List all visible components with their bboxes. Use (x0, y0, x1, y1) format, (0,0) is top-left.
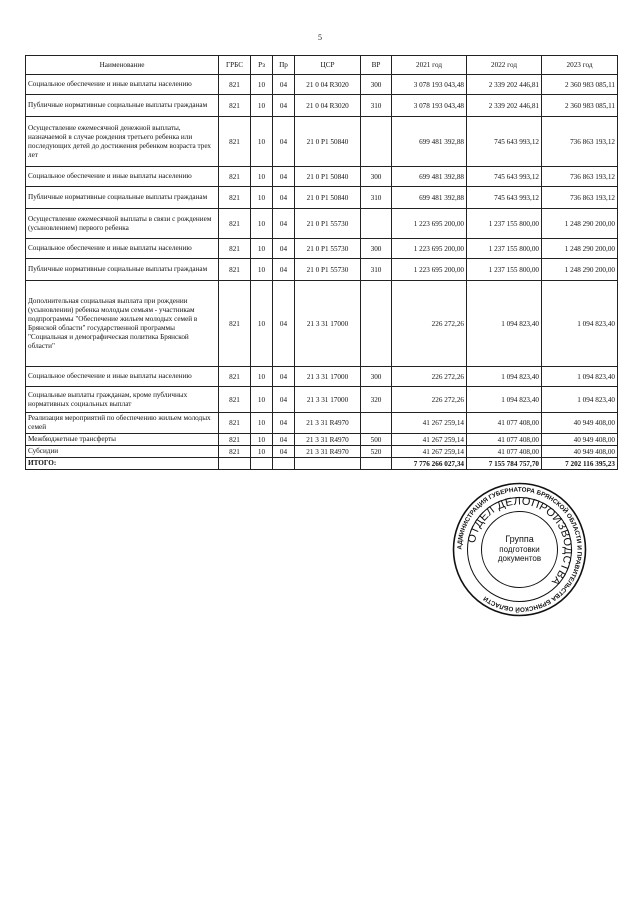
cell-pr: 04 (273, 367, 295, 387)
cell-vr: 310 (361, 259, 392, 281)
cell-2021: 226 272,26 (392, 387, 467, 413)
cell-vr: 310 (361, 187, 392, 209)
cell-2021: 41 267 259,14 (392, 434, 467, 446)
total-empty-cell (251, 458, 273, 470)
cell-csr: 21 0 04 R3020 (295, 75, 361, 95)
cell-2022: 745 643 993,12 (467, 117, 542, 167)
cell-pr: 04 (273, 95, 295, 117)
cell-vr: 300 (361, 367, 392, 387)
header-pr: Пр (273, 56, 295, 75)
cell-rz: 10 (251, 387, 273, 413)
cell-2023: 40 949 408,00 (542, 434, 618, 446)
cell-2023: 1 248 290 200,00 (542, 209, 618, 239)
cell-pr: 04 (273, 434, 295, 446)
cell-csr: 21 0 04 R3020 (295, 95, 361, 117)
cell-vr (361, 209, 392, 239)
cell-2021: 699 481 392,88 (392, 187, 467, 209)
cell-csr: 21 3 31 R4970 (295, 413, 361, 434)
cell-pr: 04 (273, 167, 295, 187)
table-row (26, 187, 618, 209)
cell-pr: 04 (273, 209, 295, 239)
table-row (26, 413, 618, 434)
cell-name: Социальное обеспечение и иные выплаты населению (26, 239, 219, 259)
cell-grbs: 821 (219, 434, 251, 446)
cell-vr: 300 (361, 167, 392, 187)
cell-grbs: 821 (219, 367, 251, 387)
total-y2023: 7 202 116 395,23 (542, 458, 618, 470)
cell-pr: 04 (273, 187, 295, 209)
cell-grbs: 821 (219, 75, 251, 95)
cell-2021: 41 267 259,14 (392, 446, 467, 458)
stamp-outer-text: АДМИНИСТРАЦИЯ ГУБЕРНАТОРА БРЯНСКОЙ ОБЛАСТИ И ПРАВИТЕЛЬСТВА БРЯНСКОЙ ОБЛАСТИ (456, 486, 583, 613)
cell-2023: 736 863 193,12 (542, 187, 618, 209)
cell-vr (361, 413, 392, 434)
cell-2022: 1 237 155 800,00 (467, 239, 542, 259)
header-csr: ЦСР (295, 56, 361, 75)
cell-2023: 1 094 823,40 (542, 367, 618, 387)
header-2021: 2021 год (392, 56, 467, 75)
cell-2023: 2 360 983 085,11 (542, 95, 618, 117)
cell-grbs: 821 (219, 167, 251, 187)
cell-name: Реализация мероприятий по обеспечению жильем молодых семей (26, 413, 219, 434)
cell-2021: 226 272,26 (392, 367, 467, 387)
cell-rz: 10 (251, 75, 273, 95)
cell-2023: 1 094 823,40 (542, 387, 618, 413)
total-empty-cell (219, 458, 251, 470)
cell-name: Осуществление ежемесячной денежной выплаты, назначаемой в случае рождения третьего ребенка или последующих детей до достижения ребенком возраста трех лет (26, 117, 219, 167)
cell-csr: 21 3 31 17000 (295, 367, 361, 387)
cell-name: Публичные нормативные социальные выплаты гражданам (26, 259, 219, 281)
header-rz: Рз (251, 56, 273, 75)
budget-table (25, 55, 618, 470)
cell-grbs: 821 (219, 259, 251, 281)
cell-2021: 1 223 695 200,00 (392, 209, 467, 239)
cell-grbs: 821 (219, 209, 251, 239)
cell-name: Социальное обеспечение и иные выплаты населению (26, 367, 219, 387)
cell-grbs: 821 (219, 239, 251, 259)
cell-grbs: 821 (219, 446, 251, 458)
cell-rz: 10 (251, 434, 273, 446)
cell-2022: 1 094 823,40 (467, 367, 542, 387)
page-number: 5 (318, 33, 322, 42)
table-row (26, 387, 618, 413)
cell-vr: 300 (361, 239, 392, 259)
cell-name: Публичные нормативные социальные выплаты гражданам (26, 95, 219, 117)
cell-csr: 21 3 31 17000 (295, 387, 361, 413)
header-name: Наименование (26, 56, 219, 75)
total-empty-cell (295, 458, 361, 470)
official-stamp (452, 482, 587, 617)
cell-grbs: 821 (219, 413, 251, 434)
cell-2022: 2 339 202 446,81 (467, 95, 542, 117)
cell-2023: 1 248 290 200,00 (542, 239, 618, 259)
cell-csr: 21 3 31 R4970 (295, 434, 361, 446)
cell-name: Публичные нормативные социальные выплаты гражданам (26, 187, 219, 209)
cell-name: Социальные выплаты гражданам, кроме публичных нормативных социальных выплат (26, 387, 219, 413)
cell-2023: 40 949 408,00 (542, 413, 618, 434)
total-y2022: 7 155 784 757,70 (467, 458, 542, 470)
cell-pr: 04 (273, 281, 295, 367)
cell-name: Субсидии (26, 446, 219, 458)
cell-vr: 320 (361, 387, 392, 413)
cell-grbs: 821 (219, 117, 251, 167)
cell-2023: 2 360 983 085,11 (542, 75, 618, 95)
cell-rz: 10 (251, 446, 273, 458)
cell-2022: 41 077 408,00 (467, 446, 542, 458)
header-grbs: ГРБС (219, 56, 251, 75)
table-header-row (26, 56, 618, 75)
cell-2022: 745 643 993,12 (467, 167, 542, 187)
cell-grbs: 821 (219, 95, 251, 117)
cell-name: Социальное обеспечение и иные выплаты населению (26, 75, 219, 95)
cell-rz: 10 (251, 209, 273, 239)
stamp-ring-text: ОТДЕЛ ДЕЛОПРОИЗВОДСТВА (465, 495, 574, 588)
cell-csr: 21 0 P1 55730 (295, 259, 361, 281)
table-row (26, 367, 618, 387)
cell-2022: 41 077 408,00 (467, 434, 542, 446)
cell-rz: 10 (251, 167, 273, 187)
cell-vr (361, 117, 392, 167)
cell-pr: 04 (273, 259, 295, 281)
cell-pr: 04 (273, 75, 295, 95)
table-row (26, 95, 618, 117)
cell-rz: 10 (251, 239, 273, 259)
table-row (26, 167, 618, 187)
cell-vr: 300 (361, 75, 392, 95)
total-empty-cell (361, 458, 392, 470)
cell-grbs: 821 (219, 187, 251, 209)
cell-pr: 04 (273, 387, 295, 413)
cell-rz: 10 (251, 187, 273, 209)
cell-2023: 40 949 408,00 (542, 446, 618, 458)
cell-2021: 3 078 193 043,48 (392, 95, 467, 117)
cell-rz: 10 (251, 95, 273, 117)
header-2023: 2023 год (542, 56, 618, 75)
cell-vr: 500 (361, 434, 392, 446)
cell-name: Межбюджетные трансферты (26, 434, 219, 446)
stamp-center-line3: документов (497, 554, 542, 563)
cell-grbs: 821 (219, 387, 251, 413)
table-row (26, 281, 618, 367)
cell-rz: 10 (251, 281, 273, 367)
cell-2022: 1 237 155 800,00 (467, 259, 542, 281)
cell-2021: 226 272,26 (392, 281, 467, 367)
cell-pr: 04 (273, 413, 295, 434)
cell-name: Социальное обеспечение и иные выплаты населению (26, 167, 219, 187)
cell-name: Дополнительная социальная выплата при рождении (усыновлении) ребенка молодым семьям - участникам подпрограммы "Обеспечение жильем молодых семей в Брянской области" государственной программы "Социальная и демографическая политика Брянской области" (26, 281, 219, 367)
table-row (26, 75, 618, 95)
cell-csr: 21 3 31 17000 (295, 281, 361, 367)
cell-csr: 21 0 P1 50840 (295, 117, 361, 167)
table-row (26, 446, 618, 458)
cell-2022: 2 339 202 446,81 (467, 75, 542, 95)
stamp-center-line1: Группа (505, 534, 534, 544)
cell-pr: 04 (273, 117, 295, 167)
table-row (26, 259, 618, 281)
table-row (26, 239, 618, 259)
cell-pr: 04 (273, 446, 295, 458)
cell-2022: 1 094 823,40 (467, 387, 542, 413)
stamp-center-line2: подготовки (499, 545, 540, 554)
cell-2021: 41 267 259,14 (392, 413, 467, 434)
cell-2021: 699 481 392,88 (392, 117, 467, 167)
cell-vr: 520 (361, 446, 392, 458)
table-row (26, 117, 618, 167)
cell-grbs: 821 (219, 281, 251, 367)
cell-vr: 310 (361, 95, 392, 117)
cell-pr: 04 (273, 239, 295, 259)
cell-2021: 1 223 695 200,00 (392, 259, 467, 281)
cell-rz: 10 (251, 367, 273, 387)
cell-2023: 736 863 193,12 (542, 117, 618, 167)
table-row (26, 209, 618, 239)
cell-2023: 1 248 290 200,00 (542, 259, 618, 281)
total-empty-cell (273, 458, 295, 470)
cell-2022: 745 643 993,12 (467, 187, 542, 209)
header-vr: ВР (361, 56, 392, 75)
header-2022: 2022 год (467, 56, 542, 75)
stamp-graphic (452, 482, 587, 617)
cell-2023: 1 094 823,40 (542, 281, 618, 367)
cell-2021: 3 078 193 043,48 (392, 75, 467, 95)
cell-rz: 10 (251, 413, 273, 434)
cell-2021: 699 481 392,88 (392, 167, 467, 187)
total-label: ИТОГО: (26, 458, 219, 470)
cell-name: Осуществление ежемесячной выплаты в связи с рождением (усыновлением) первого ребенка (26, 209, 219, 239)
cell-csr: 21 3 31 R4970 (295, 446, 361, 458)
cell-2023: 736 863 193,12 (542, 167, 618, 187)
cell-2021: 1 223 695 200,00 (392, 239, 467, 259)
cell-rz: 10 (251, 117, 273, 167)
table-row (26, 434, 618, 446)
total-row (26, 458, 618, 470)
cell-vr (361, 281, 392, 367)
cell-rz: 10 (251, 259, 273, 281)
cell-csr: 21 0 P1 55730 (295, 239, 361, 259)
cell-2022: 1 237 155 800,00 (467, 209, 542, 239)
cell-csr: 21 0 P1 50840 (295, 187, 361, 209)
total-y2021: 7 776 266 027,34 (392, 458, 467, 470)
cell-2022: 1 094 823,40 (467, 281, 542, 367)
cell-csr: 21 0 P1 50840 (295, 167, 361, 187)
cell-2022: 41 077 408,00 (467, 413, 542, 434)
cell-csr: 21 0 P1 55730 (295, 209, 361, 239)
